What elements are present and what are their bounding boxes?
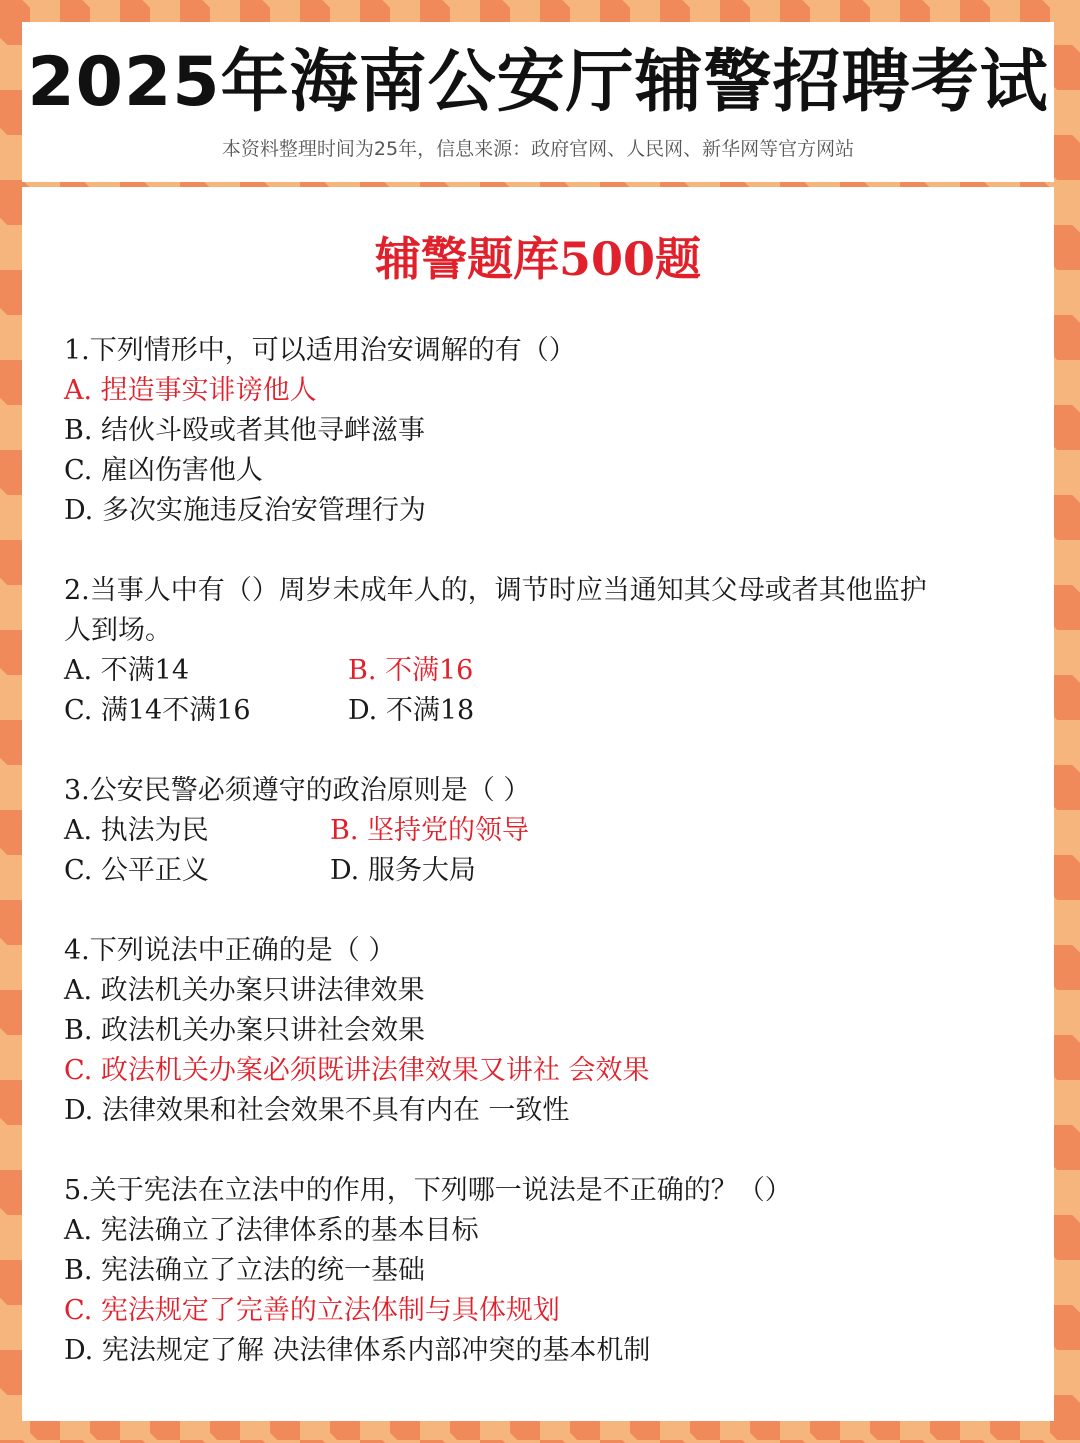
page-title: 2025年海南公安厅辅警招聘考试 — [27, 43, 1049, 122]
question-5 — [64, 1171, 1004, 1371]
option-a: A. 宪法确立了法律体系的基本目标 — [64, 1215, 479, 1246]
option-c: C. 公平正义 — [64, 855, 209, 886]
option-d: D. 多次实施违反治安管理行为 — [64, 495, 426, 526]
question-3 — [64, 771, 1004, 891]
question-text: 5.关于宪法在立法中的作用，下列哪一说法是不正确的？（） — [64, 1175, 792, 1206]
option-a-correct: A. 捏造事实诽谤他人 — [64, 375, 317, 406]
option-d: D. 不满18 — [348, 695, 475, 726]
option-a: A. 执法为民 — [64, 815, 209, 846]
option-c: C. 雇凶伤害他人 — [64, 455, 263, 486]
question-2 — [64, 571, 1004, 731]
question-bank-title: 辅警题库500题 — [374, 232, 702, 286]
question-text: 1.下列情形中，可以适用治安调解的有（） — [64, 335, 576, 366]
question-text-line-2: 人到场。 — [64, 615, 172, 646]
option-b: B. 结伙斗殴或者其他寻衅滋事 — [64, 415, 426, 446]
option-a: A. 不满14 — [64, 655, 190, 686]
option-b: B. 政法机关办案只讲社会效果 — [64, 1015, 426, 1046]
header-panel — [22, 22, 1054, 182]
question-text: 3.公安民警必须遵守的政治原则是（ ） — [64, 775, 531, 806]
option-b-correct: B. 不满16 — [348, 655, 474, 686]
source-note: 本资料整理时间为25年，信息来源：政府官网、人民网、新华网等官方网站 — [221, 138, 855, 160]
question-text: 4.下列说法中正确的是（ ） — [64, 935, 396, 966]
question-panel — [22, 187, 1054, 1421]
option-c: C. 满14不满16 — [64, 695, 251, 726]
question-text-line-1: 2.当事人中有（）周岁未成年人的，调节时应当通知其父母或者其他监护 — [64, 575, 927, 606]
options-row-2 — [64, 691, 1004, 731]
option-b: B. 宪法确立了立法的统一基础 — [64, 1255, 426, 1286]
option-c-correct: C. 宪法规定了完善的立法体制与具体规划 — [64, 1295, 560, 1326]
options-row-1 — [64, 811, 1004, 851]
question-1 — [64, 331, 1004, 531]
option-d: D. 法律效果和社会效果不具有内在 一致性 — [64, 1095, 570, 1126]
options-row-2 — [64, 851, 1004, 891]
option-d: D. 宪法规定了解 决法律体系内部冲突的基本机制 — [64, 1335, 651, 1366]
option-a: A. 政法机关办案只讲法律效果 — [64, 975, 425, 1006]
question-4 — [64, 931, 1004, 1131]
options-row-1 — [64, 651, 1004, 691]
option-c-correct: C. 政法机关办案必须既讲法律效果又讲社 会效果 — [64, 1055, 650, 1086]
option-b-correct: B. 坚持党的领导 — [330, 815, 530, 846]
option-d: D. 服务大局 — [330, 855, 476, 886]
